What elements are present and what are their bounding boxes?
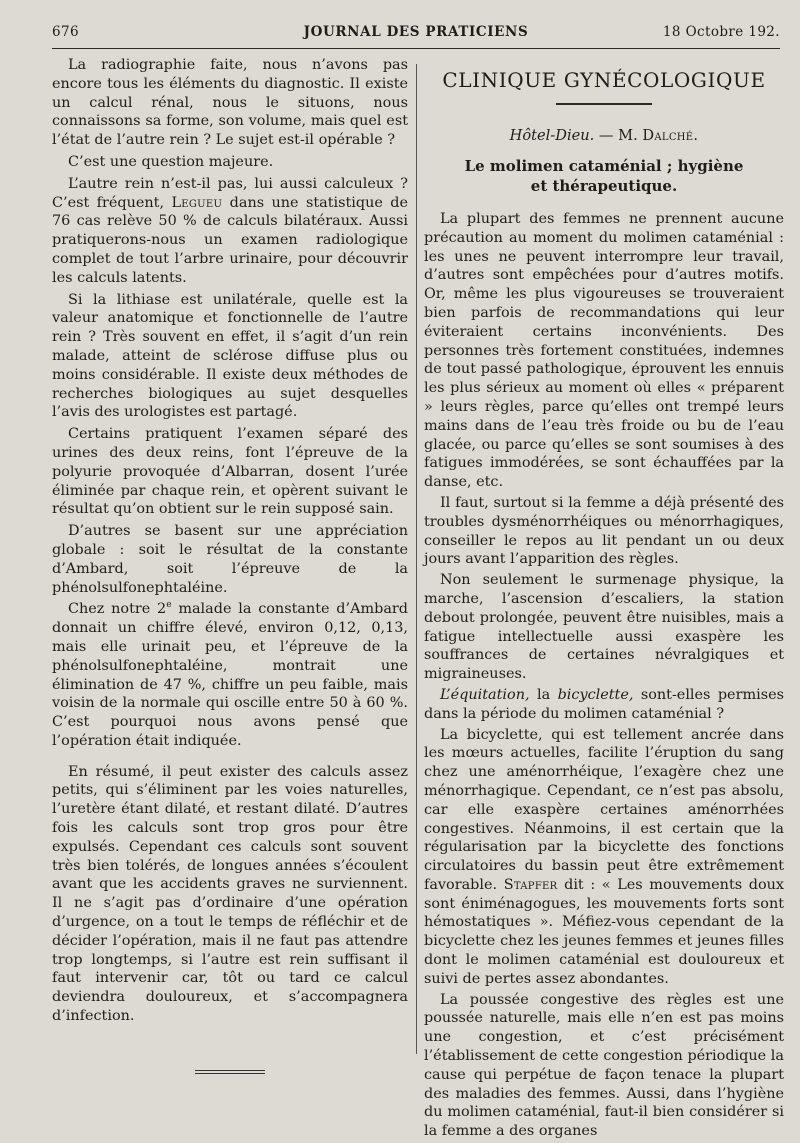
paragraph: D’autres se basent sur une appréciation globale : soit le résultat de la constante d’Ambard, soit l’épreuve de la phénolsulfonephtaléine. [52, 523, 408, 596]
header-rule [52, 48, 780, 49]
issue-date: 18 Octobre 192. [662, 24, 780, 40]
author-name: Legueu [171, 194, 223, 211]
text-run: La bicyclette, qui est tellement ancrée dans les mœurs actuelles, facilite l’éruption du sang chez une aménorrhéique, l’exagère chez une ménorrhagique. Cependant, ce n’est pas absolu, car elle exaspère certaines aménorrhées congestives. Néanmoins, il est certain que la régularisation par la bicyclette des fonctions circulatoires du bassin peut être extrêmement favorable. [424, 726, 784, 893]
paragraph [424, 726, 784, 989]
paragraph: La radiographie faite, nous n’avons pas encore tous les éléments du diagnostic. Il existe un calcul rénal, nous le situons, nous connaissons sa forme, son volume, mais quel est l’état de l’autre rein ? Le sujet est-il opérable ? [52, 57, 408, 149]
paragraph [52, 175, 408, 288]
section-title: CLINIQUE GYNÉCOLOGIQUE [442, 68, 766, 92]
text-run: la [529, 686, 558, 703]
paragraph: En résumé, il peut exister des calculs assez petits, qui s’éliminent par les voies naturelles, l’uretère étant dilaté, et restant dilaté. D’autres fois les calculs sont trop gros pour être expulsés. Cependant ces calculs sont souvent très bien tolérés, de longues années s’écoulent avant que les accidents graves ne surviennent. Il ne s’agit pas d’ordinaire d’une opération d’urgence, on a tout le temps de réfléchir et de décider l’opération, mais il ne faut pas attendre trop longtemps, si l’autre est rein suffisant il faut intervenir car, tôt ou tard ce calcul deviendra douloureux, et s’accompagnera d’infection. [52, 763, 408, 1025]
byline [424, 127, 784, 144]
byline-separator: — M. [594, 127, 643, 144]
paragraph: Il faut, surtout si la femme a déjà présenté des troubles dysménorrhéiques ou ménorrhagiques, conseiller le repos au lit pendant un ou deux jours avant l’apparition des règles. [424, 494, 784, 568]
left-column [52, 56, 408, 1076]
page-number: 676 [52, 24, 79, 40]
paragraph [52, 600, 408, 750]
journal-title: JOURNAL DES PRATICIENS [303, 24, 529, 40]
text-run: malade la constante d’Ambard donnait un chiffre élevé, environ 0,12, 0,13, mais elle urinait peu, et l’épreuve de la phénolsulfonephtaléine, montrait une élimination de 47 %, chiffre un peu faible, mais voisin de la normale qui oscille entre 50 à 60 %. C’est pourquoi nous avons pensé que l’opération était indiquée. [52, 601, 408, 749]
text-run: dans une statistique de 76 cas relève 50 % de calculs bilatéraux. Aussi pratiquerons-nous un examen radiologique complet de tout l’arbre urinaire, pour découvrir les calculs latents. [52, 194, 408, 286]
paragraph: C’est une question majeure. [68, 153, 274, 170]
paragraph: La plupart des femmes ne prennent aucune précaution au moment du molimen cataménial : les unes ne peuvent interrompre leur travail, d’autres sont empêchées pour d’autres motifs. Or, même les plus vigoureuses se trouveraient bien parfois de recommandations qui leur éviteraient certains inconvénients. Des personnes très fortement constituées, indemnes de tout passé pathologique, éprouvent les ennuis les plus sérieux au moment où elles « préparent » leurs règles, parce qu’elles ont trempé leurs mains dans de l’eau très froide ou bu de l’eau glacée, ou parce qu’elles se sont soumises à des fatigues immodérées, se sont échauffées par la danse, etc. [424, 211, 784, 491]
paragraph: Certains pratiquent l’examen séparé des urines des deux reins, font l’épreuve de la polyurie provoquée d’Albarran, dosent l’urée éliminée par chaque rein, et opèrent suivant le résultat qu’on obtient sur le rein supposé sain. [52, 426, 408, 518]
author-name: Stapfer [503, 876, 558, 893]
ordinal-superscript: e [166, 600, 172, 611]
end-of-article-ornament [195, 1070, 265, 1074]
italic-term: L’équitation, [440, 686, 530, 703]
article-title [424, 156, 784, 196]
byline-place: Hôtel-Dieu. [509, 127, 595, 144]
article-title-line: et thérapeutique. [530, 177, 678, 195]
text-run: dit : « Les mouvements doux sont éniménagogues, les mouvements forts sont hémostatiques ». Méfiez-vous cependant de la bicyclette chez les jeunes femmes et jeunes filles dont le molimen cataménial est douloureux et suivi de pertes assez abondantes. [424, 876, 784, 987]
text-run: Chez notre 2 [68, 601, 167, 618]
italic-term: bicyclette, [557, 686, 634, 703]
byline-author: Dalché. [642, 127, 699, 144]
page-header [52, 22, 780, 44]
column-divider [416, 64, 417, 1054]
paragraph [424, 686, 784, 724]
paragraph: La poussée congestive des règles est une poussée naturelle, mais elle n’en est pas moins une congestion, et c’est précisément l’établissement de cette congestion périodique la cause qui perpétue de façon tenace la plupart des maladies des femmes. Aussi, dans l’hygiène du molimen cataménial, faut-il bien considérer si la femme a des organes [424, 991, 784, 1140]
right-column [424, 56, 784, 1143]
text-run: L’autre rein n’est-il pas, lui aussi calculeux ? C’est fréquent, [52, 175, 408, 211]
paragraph: Si la lithiase est unilatérale, quelle est la valeur anatomique et fonctionnelle de l’autre rein ? Très souvent en effet, il s’agit d’un rein malade, atteint de sclérose diffuse plus ou moins considérable. Il existe deux méthodes de recherches biologiques au sujet desquelles l’avis des urologistes est partagé. [52, 291, 408, 421]
article-title-line: Le molimen cataménial ; hygiène [464, 157, 744, 175]
text-run: sont-elles permises dans la période du molimen cataménial ? [424, 686, 784, 722]
paragraph: Non seulement le surmenage physique, la marche, l’ascension d’escaliers, la station debout prolongée, peuvent être nuisibles, mais a fatigue intellectuelle aussi exaspère les souffrances de certaines névralgiques et migraineuses. [424, 572, 784, 683]
title-rule [556, 103, 652, 105]
